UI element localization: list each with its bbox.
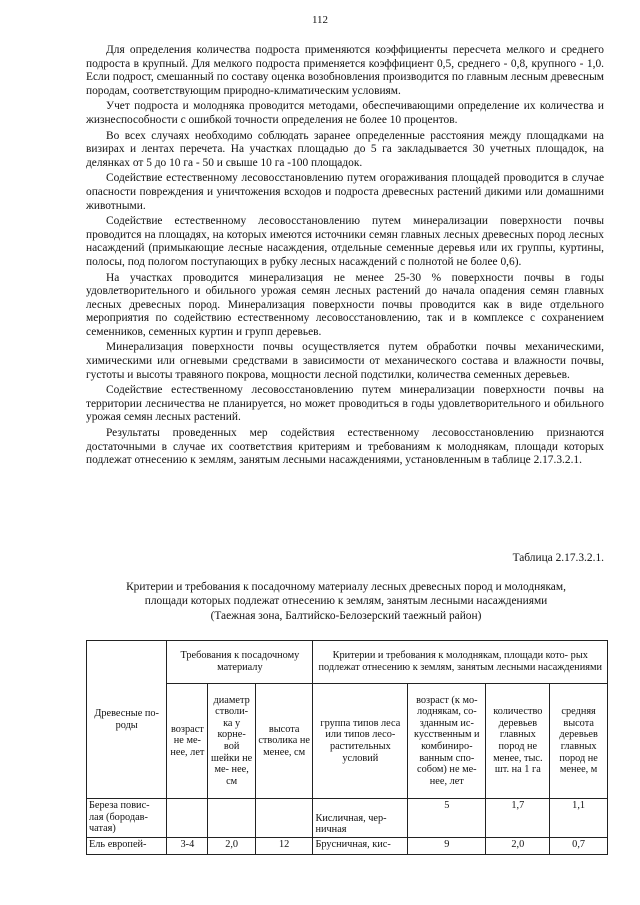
cell-diameter: 2,0 — [208, 838, 255, 855]
cell-height: 12 — [255, 838, 313, 855]
page-number: 112 — [311, 14, 329, 26]
body-text — [86, 44, 604, 470]
cell-avg-height: 0,7 — [550, 838, 608, 855]
cell-avg-height: 1,1 — [550, 799, 608, 838]
cell-young-age: 5 — [408, 799, 486, 838]
header-diameter: диаметр стволи- ка у корне- вой шейки не ме- нее, см — [208, 684, 255, 799]
cell-tree-count: 1,7 — [486, 799, 550, 838]
header-tree-count: количество деревьев главных пород не менее, тыс. шт. на 1 га — [486, 684, 550, 799]
cell-age: 3-4 — [167, 838, 208, 855]
cell-species: Береза повис- лая (бородав- чатая) — [87, 799, 167, 838]
paragraph: Учет подроста и молодняка проводится методами, обеспечивающими определение их количества и жизнеспособности с ошибкой точности определения не более 10 процентов. — [86, 100, 604, 126]
paragraph: Содействие естественному лесовосстановлению путем огораживания площадей проводится в случае опасности повреждения и уничтожения всходов и подроста древесных растений дикими или домашними животными. — [86, 172, 604, 212]
header-height: высота стволика не менее, см — [255, 684, 313, 799]
cell-tree-count: 2,0 — [486, 838, 550, 855]
paragraph: На участках проводится минерализация не менее 25-30 % поверхности почвы в годы удовлетворительного и обильного урожая семян лесных растений до начала опадения семян главных лесных древесных пород. Минерализация поверхности почвы проводится как в виде отдельного мероприятия по содействию естественному лесовосстановлению, так и в комплексе с сохранением семенников, семенных куртин и групп деревьев. — [86, 271, 604, 338]
caption-line: площади которых подлежат отнесению к землям, занятым лесными насаждениями — [144, 595, 548, 608]
cell-forest-group: Кисличная, чер- ничная — [313, 799, 408, 838]
table-row — [87, 799, 608, 838]
criteria-table — [86, 640, 608, 855]
cell-young-age: 9 — [408, 838, 486, 855]
paragraph: Содействие естественному лесовосстановлению путем минерализации поверхности почвы на территории лесничества не планируется, но может проводиться в годы удовлетворительного и обильного урожая семян лесных растений. — [86, 384, 604, 424]
cell-diameter — [208, 799, 255, 838]
header-age: возраст не ме- нее, лет — [167, 684, 208, 799]
cell-forest-group: Брусничная, кис- — [313, 838, 408, 855]
paragraph: Во всех случаях необходимо соблюдать заранее определенные расстояния между площадками на визирах и лентах перечета. На участках площадью до 5 га закладывается 30 учетных площадок, на делянках от 5 до 10 га - 50 и свыше 10 га -100 площадок. — [86, 129, 604, 169]
caption-line: Критерии и требования к посадочному материалу лесных древесных пород и молоднякам, — [126, 581, 566, 593]
cell-age — [167, 799, 208, 838]
table-row — [87, 838, 608, 855]
header-planting-material: Требования к посадочному материалу — [167, 641, 313, 684]
header-species: Древесные по- роды — [87, 641, 167, 799]
cell-species: Ель европей- — [87, 838, 167, 855]
table-caption — [86, 580, 606, 623]
table-label: Таблица 2.17.3.2.1. — [512, 552, 604, 564]
paragraph: Содействие естественному лесовосстановлению путем минерализации поверхности почвы проводится на площадях, на которых имеются источники семян главных лесных древесных пород лесных насаждений (примыкающие лесные насаждения, отдельные семенные деревья или их группы, куртины, полосы, под пологом поступающих в рубку лесных насаждений с полнотой не более 0,6). — [86, 215, 604, 268]
caption-line: (Таежная зона, Балтийско-Белозерский таежный район) — [210, 609, 482, 622]
paragraph: Результаты проведенных мер содействия естественному лесовосстановлению признаются достаточными в случае их соответствия критериям и требованиям к молоднякам, площади которых подлежат отнесению к землям, занятым лесными насаждениями, установленным в таблице 2.17.3.2.1. — [86, 427, 604, 467]
cell-height — [255, 799, 313, 838]
paragraph: Минерализация поверхности почвы осуществляется путем обработки почвы механическими, химическими или огневыми средствами в зависимости от механического состава и влажности почвы, густоты и высоты травяного покрова, мощности лесной подстилки, количества семенных деревьев. — [86, 341, 604, 381]
header-forest-group: группа типов леса или типов лесо- растительных условий — [313, 684, 408, 799]
paragraph: Для определения количества подроста применяются коэффициенты пересчета мелкого и среднего подроста в крупный. Для мелкого подроста применяется коэффициент 0,5, среднего - 0,8, крупного - 1,0. Если подрост, смешанный по составу оценка возобновления производится по главным лесным древесным породам, соответствующим природно-климатическим условиям. — [86, 44, 604, 97]
header-avg-height: средняя высота деревьев главных пород не менее, м — [550, 684, 608, 799]
header-young-stands: Критерии и требования к молоднякам, площади кото- рых подлежат отнесению к землям, занятым лесными насаждениями — [313, 641, 608, 684]
header-young-age: возраст (к мо- лоднякам, со- зданным ис- кусственным и комбиниро- ванным спо- собом) не ме- нее, лет — [408, 684, 486, 799]
